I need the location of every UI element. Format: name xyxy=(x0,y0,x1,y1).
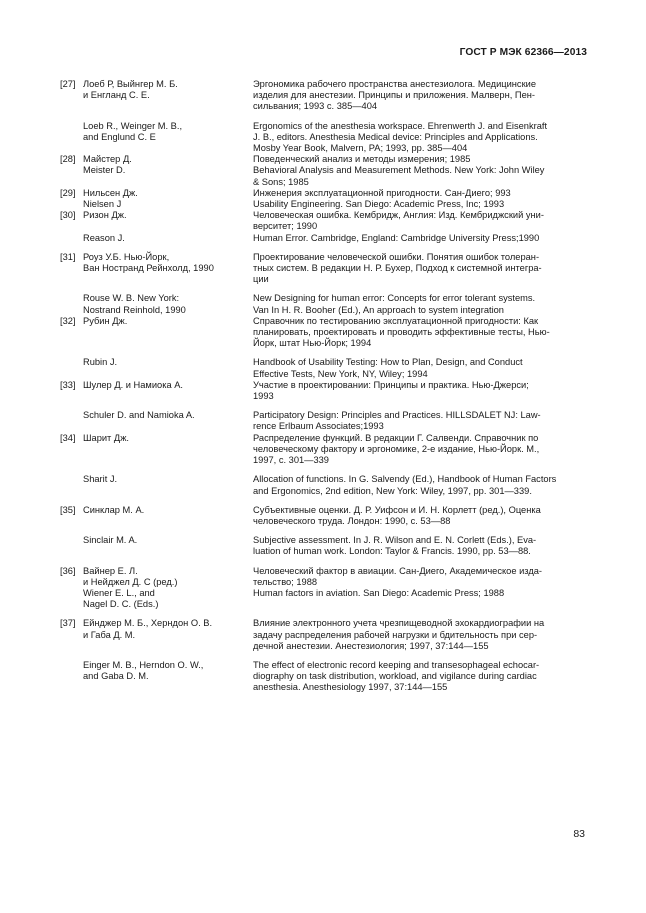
reference-number: [37] xyxy=(60,618,76,629)
reference-author: Rouse W. B. New York: Nostrand Reinhold, 1990 xyxy=(83,293,186,315)
reference-author: Роуз У.Б. Нью-Йорк, Ван Нострaнд Рейнхолд, 1990 xyxy=(83,251,214,274)
reference-number: [34] xyxy=(60,432,76,443)
reference-number xyxy=(60,535,83,557)
reference-text: Влияние электронного учета чрезпищеводной эхокардиографии на задачу распределения рабочей нагрузки и бдительность при сер- дечной анестезии. Анестезиология; 1997, 37:144—155 xyxy=(253,618,545,651)
reference-number xyxy=(60,410,83,432)
reference-text: Справочник по тестированию эксплуатационной пригодности: Как планировать, проектировать и проводить эффективные тесты, Нью- Йорк, штат Нью-Йорк; 1994 xyxy=(253,315,550,349)
page-number: 83 xyxy=(573,828,585,840)
reference-author: Einger M. B., Herndon O. W., and Gaba D. M. xyxy=(83,659,204,682)
reference-entry xyxy=(60,154,587,165)
reference-number xyxy=(60,121,83,155)
reference-number xyxy=(60,588,83,610)
reference-entry xyxy=(60,293,587,315)
reference-number xyxy=(60,165,83,187)
reference-entry xyxy=(60,588,587,610)
reference-text: Человеческий фактор в авиации. Сан-Диего, Академическое изда- тельство; 1988 xyxy=(253,565,543,587)
reference-author: Синклар М. А. xyxy=(83,504,145,515)
reference-number: [27] xyxy=(60,79,76,89)
reference-text: The effect of electronic record keeping and transesophageal echocar- diography on task distribution, workload, and vigilance during cardiac anesthesia. Anesthesiology 1997, 37:144—155 xyxy=(253,659,540,693)
reference-entry xyxy=(60,433,587,467)
reference-entry xyxy=(60,535,587,557)
reference-number: [35] xyxy=(60,504,76,515)
reference-number xyxy=(60,293,83,315)
reference-entry xyxy=(60,357,587,379)
reference-text: Behavioral Analysis and Measurement Methods. New York: John Wiley & Sons; 1985 xyxy=(253,165,545,187)
reference-number: [33] xyxy=(60,379,76,390)
reference-entry xyxy=(60,410,587,432)
reference-text: Usability Engineering. San Diego: Academic Press, Inc; 1993 xyxy=(253,199,505,210)
reference-entry xyxy=(60,618,587,652)
reference-text: Allocation of functions. In G. Salvendy (Ed.), Handbook of Human Factors and Ergonomics, 2nd edition, New York: Wiley, 1997, pp. 301—339. xyxy=(253,474,557,496)
reference-number xyxy=(60,357,83,379)
reference-author: Лоеб Р, Выйнгер М. Б. и Енгланд С. Е. xyxy=(83,79,178,101)
reference-number: [36] xyxy=(60,565,76,576)
reference-author: Вайнер Е. Л. и Нейджел Д. С (ред.) xyxy=(83,565,178,587)
reference-author: Schuler D. and Namioka A. xyxy=(83,410,195,421)
reference-number: [28] xyxy=(60,154,76,165)
references-list xyxy=(60,79,587,694)
reference-text: Ergonomics of the anesthesia workspace. Ehrenwerth J. and Eisenkraft J. B., editors. Anesthesia Medical device: Principles and Applications. Mosby Year Book, Malvern, PA; 1993, pp. 385—404 xyxy=(253,120,548,154)
reference-entry xyxy=(60,380,587,402)
reference-author: Meister D. xyxy=(83,165,126,176)
reference-text: Распределение функций. В редакции Г. Салвенди. Справочник по человеческому фактору и эргономике, 2-е издание, Нью-Йорк. М., 1997, с. 301—339 xyxy=(253,432,540,466)
reference-number xyxy=(60,233,83,244)
reference-number: [32] xyxy=(60,315,76,326)
reference-text: Participatory Design: Principles and Practices. HILLSDALET NJ: Law- rence Erlbaum Associates;1993 xyxy=(253,410,541,432)
reference-author: Рубин Дж. xyxy=(83,315,128,326)
reference-number xyxy=(60,474,83,496)
reference-author: Sharit J. xyxy=(83,474,118,485)
reference-text: Поведенческий анализ и методы измерения; 1985 xyxy=(253,154,471,165)
reference-entry xyxy=(60,316,587,350)
reference-entry xyxy=(60,165,587,187)
reference-entry xyxy=(60,505,587,527)
reference-text: Human Error. Cambridge, England: Cambridge University Press;1990 xyxy=(253,232,540,243)
reference-number xyxy=(60,199,83,210)
reference-text: Human factors in aviation. San Diego: Academic Press; 1988 xyxy=(253,587,505,598)
reference-entry xyxy=(60,252,587,286)
reference-text: New Designing for human error: Concepts for error tolerant systems. Van In H. R. Booher (Ed.), An approach to system integration xyxy=(253,293,536,315)
reference-author: Loeb R., Weinger M. B., and Englund C. E xyxy=(83,120,183,142)
reference-entry xyxy=(60,199,587,210)
reference-author: Ризон Дж. xyxy=(83,210,127,221)
reference-number: [30] xyxy=(60,210,76,221)
reference-number: [29] xyxy=(60,187,76,198)
reference-entry xyxy=(60,233,587,244)
reference-author: Майстер Д. xyxy=(83,154,132,165)
reference-author: Wiener E. L., and Nagel D. C. (Eds.) xyxy=(83,587,159,610)
reference-entry xyxy=(60,210,587,232)
reference-author: Sinclair M. A. xyxy=(83,535,138,546)
document-header: ГОСТ Р МЭК 62366—2013 xyxy=(459,47,587,58)
reference-number: [31] xyxy=(60,251,76,262)
reference-entry xyxy=(60,566,587,588)
reference-text: Инженерия эксплуатационной пригодности. Сан-Диего; 993 xyxy=(253,187,511,198)
reference-author: Шулер Д. и Намиока А. xyxy=(83,379,184,390)
reference-text: Субъективные оценки. Д. Р. Уифсон и И. Н. Корлетт (ред.), Оценка человеческого труда. Лондон: 1990, с. 53—88 xyxy=(253,504,541,526)
reference-entry xyxy=(60,474,587,496)
reference-text: Subjective assessment. In J. R. Wilson and E. N. Corlett (Eds.), Eva- luation of human work. London: Taylor & Francis. 1990, pp. 53—88. xyxy=(253,535,537,557)
reference-text: Handbook of Usability Testing: How to Plan, Design, and Conduct Effective Tests, New York, NY, Wiley; 1994 xyxy=(253,357,523,379)
reference-text: Проектирование человеческой ошибки. Понятия ошибок толеран- тных систем. В редакции Н. Р. Бухер, Подход к системной интегра- ции xyxy=(253,251,542,285)
reference-author: Ейнджер М. Б., Херндон О. В. и Габа Д. М. xyxy=(83,618,213,640)
reference-text: Человеческая ошибка. Кембридж, Англия: Изд. Кембриджский уни- верситет; 1990 xyxy=(253,210,544,232)
reference-entry xyxy=(60,660,587,694)
reference-text: Участие в проектировании: Принципы и практика. Нью-Джерси; 1993 xyxy=(253,379,529,402)
reference-entry xyxy=(60,121,587,155)
reference-text: Эргономика рабочего пространства анестезиолога. Медицинские изделия для анестезии. Принципы и приложения. Малверн, Пен- сильвания; 1993 с. 385—404 xyxy=(253,79,537,112)
reference-author: Шарит Дж. xyxy=(83,432,129,443)
reference-author: Rubin J. xyxy=(83,357,118,368)
reference-number xyxy=(60,660,83,694)
reference-author: Reason J. xyxy=(83,232,125,243)
reference-author: Nielsen J xyxy=(83,199,122,210)
reference-author: Нильсен Дж. xyxy=(83,187,138,198)
reference-entry xyxy=(60,188,587,199)
reference-entry xyxy=(60,79,587,113)
